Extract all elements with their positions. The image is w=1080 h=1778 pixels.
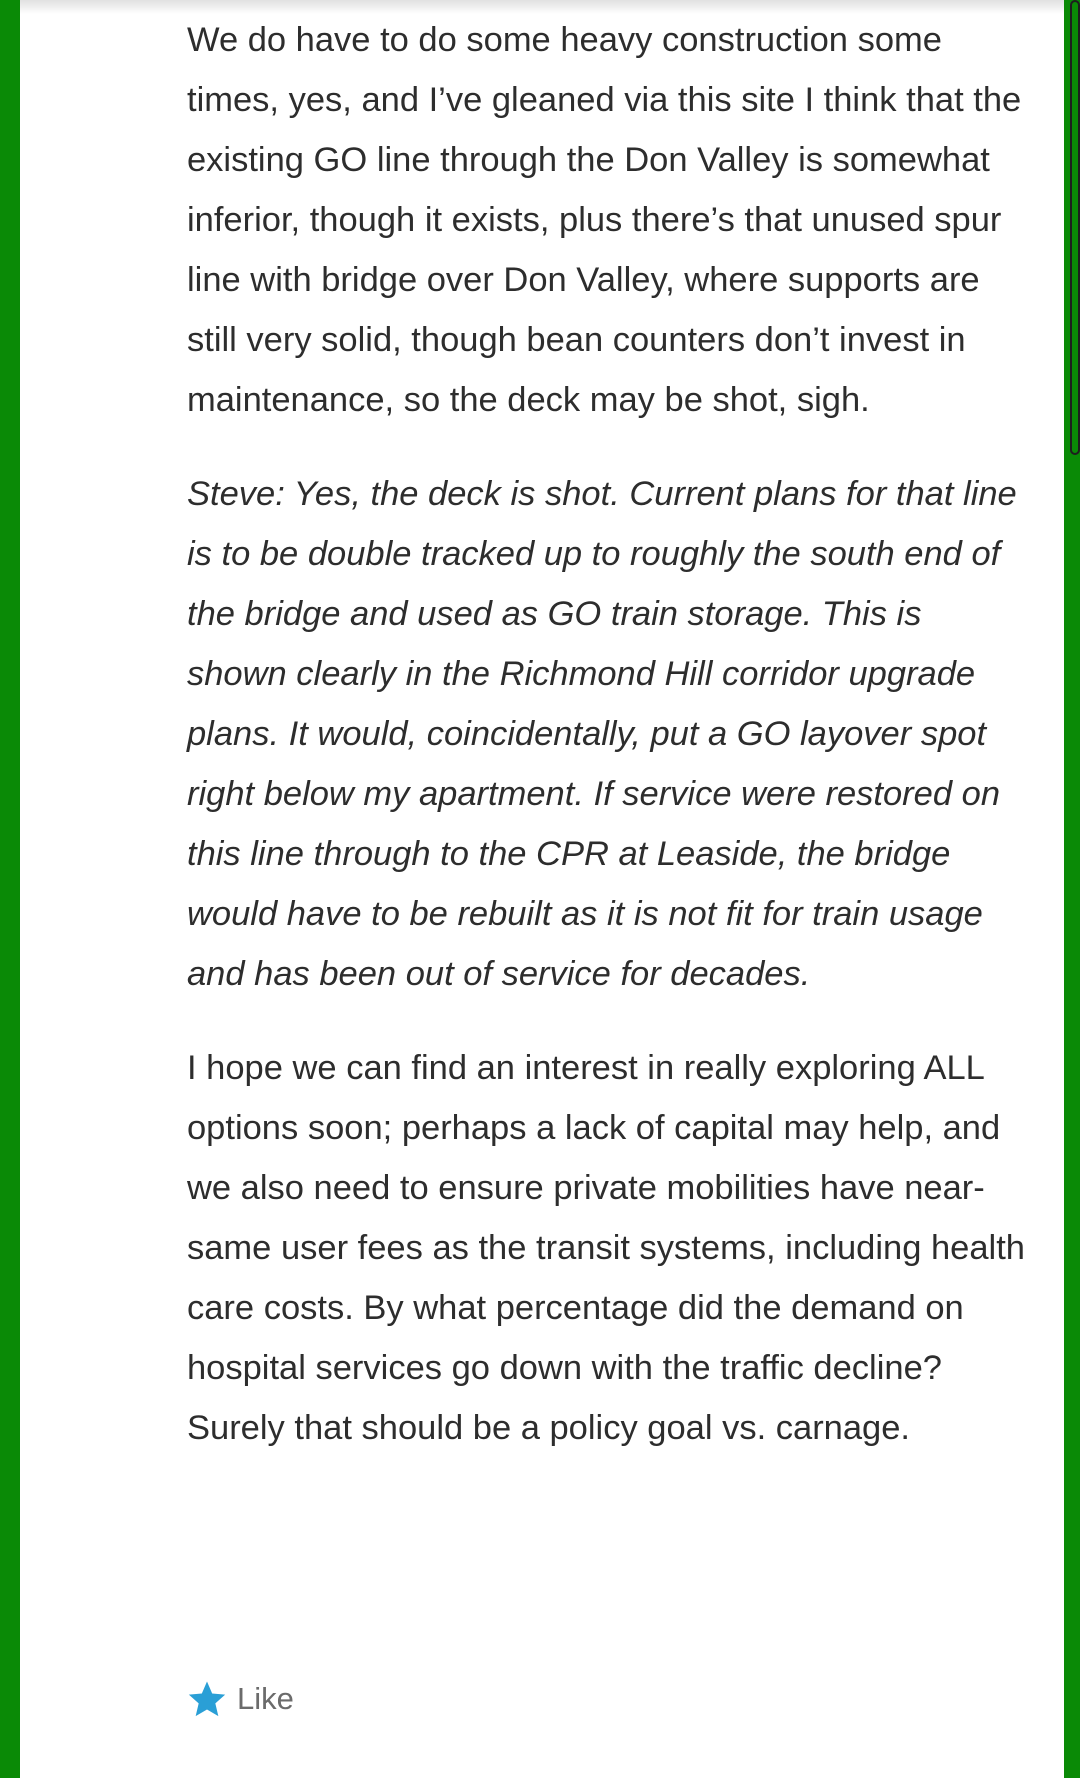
star-icon (187, 1679, 227, 1719)
moderator-reply: Steve: Yes, the deck is shot. Current plans for that line is to be double tracked up to roughly the south end of the bridge and used as GO train storage. This is shown clearly in the Richmond Hill corridor upgrade plans. It would, coincidentally, put a GO layover spot right below my apartment. If service were restored on this line through to the CPR at Leaside, the bridge would have to be rebuilt as it is not fit for train usage and has been out of service for decades. (187, 475, 1017, 993)
like-button[interactable] (187, 1676, 294, 1722)
comment-body (187, 10, 1027, 1492)
comment-paragraph-1: We do have to do some heavy construction some times, yes, and I’ve gleaned via this site I think that the existing GO line through the Don Valley is somewhat inferior, though it exists, plus there’s that unused spur line with bridge over Don Valley, where supports are still very solid, though bean counters don’t invest in maintenance, so the deck may be shot, sigh. (187, 21, 1022, 419)
comment-paragraph-2: I hope we can find an interest in really exploring ALL options soon; perhaps a lack of capital may help, and we also need to ensure private mobilities have near-same user fees as the transit systems, including health care costs. By what percentage did the demand on hospital services go down with the traffic decline? Surely that should be a policy goal vs. carnage. (187, 1049, 1025, 1447)
like-label: Like (237, 1681, 294, 1716)
scrollbar-thumb[interactable] (1070, 0, 1080, 455)
left-border (0, 0, 20, 1778)
